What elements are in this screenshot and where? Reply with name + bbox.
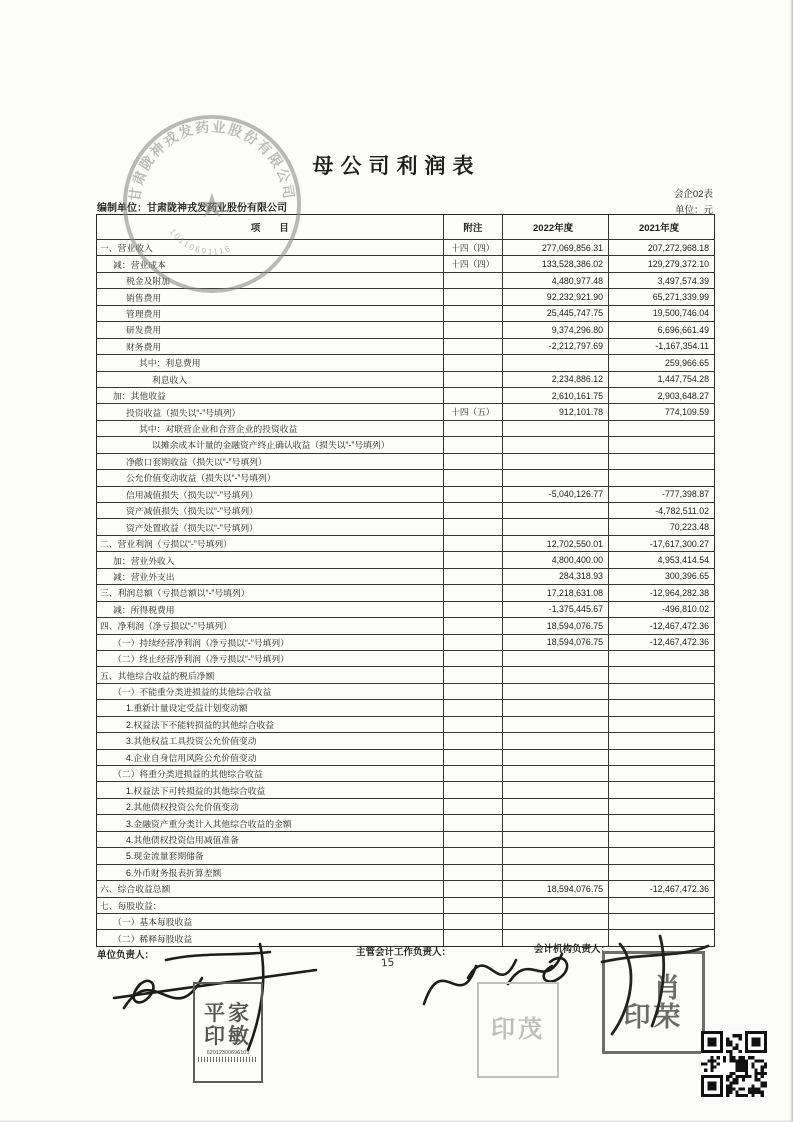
cell-2021: -777,398.87 (608, 487, 714, 502)
cell-2021: 19,500,746.04 (608, 306, 714, 321)
seal-barcode (198, 1057, 257, 1062)
cell-item: 6.外币财务报表折算差额 (126, 867, 222, 878)
cell-note (443, 585, 503, 600)
cell-2021 (608, 651, 714, 666)
cell-note (443, 602, 503, 617)
cell-2022 (502, 684, 608, 699)
cell-item: 4.其他债权投资信用减值准备 (126, 834, 239, 845)
name-seal-accounting-dept (602, 951, 705, 1054)
cell-2021 (608, 684, 714, 699)
cell-note: 十四（四） (443, 256, 503, 271)
cell-note (443, 322, 503, 337)
cell-2021 (608, 421, 714, 436)
cell-item: （二）将重分类进损益的其他综合收益 (113, 769, 263, 780)
cell-item: 1.权益法下可转损益的其他综合收益 (126, 785, 266, 796)
cell-2022 (502, 519, 608, 534)
unit-head-label: 单位负责人： (97, 950, 155, 961)
cell-note (443, 782, 503, 797)
cell-item: 税金及附加 (126, 276, 170, 287)
cell-note (443, 815, 503, 830)
cell-item: （一）基本每股收益 (113, 917, 193, 928)
table-row (97, 617, 714, 633)
cell-item: 4.企业自身信用风险公允价值变动 (126, 752, 257, 763)
cell-note (443, 684, 503, 699)
cell-2022: 912,101.78 (502, 404, 608, 419)
cell-note (443, 799, 503, 814)
cell-2021 (608, 750, 714, 765)
cell-2022: 12,702,550.01 (502, 536, 608, 551)
table-row (97, 502, 714, 518)
table-row (97, 732, 714, 748)
cell-item: 资产处置收益（损失以“-”号填列） (126, 522, 258, 533)
cell-item: 减：所得税费用 (113, 604, 175, 615)
table-row (97, 749, 714, 765)
cell-note (443, 618, 503, 633)
cell-2022 (502, 470, 608, 485)
cell-note (443, 503, 503, 518)
table-row (97, 305, 714, 321)
cell-note (443, 766, 503, 781)
name-seal-unit-head (193, 982, 263, 1083)
cell-item: 三、利润总额（亏损总额以“-”号填列） (100, 588, 250, 599)
cell-item: 投资收益（损失以“-”号填列） (126, 407, 241, 418)
cell-note (443, 273, 503, 288)
cell-2022: 277,069,856.31 (502, 240, 608, 255)
table-row (97, 847, 714, 863)
cell-item: 3.金融资产重分类计入其他综合收益的金额 (126, 818, 292, 829)
cell-2022: 92,232,921.90 (502, 289, 608, 304)
cell-2022 (502, 700, 608, 715)
cell-note (443, 355, 503, 370)
table-row (97, 272, 714, 288)
table-row (97, 699, 714, 715)
cell-item: 七、每股收益： (100, 900, 162, 911)
cell-item: 信用减值损失（损失以“-”号填列） (126, 489, 258, 500)
cell-2021 (608, 766, 714, 781)
cell-2021: -12,964,282.38 (608, 585, 714, 600)
cell-note (443, 848, 503, 863)
cell-note (443, 569, 503, 584)
cell-item: 减：营业成本 (113, 259, 166, 270)
table-row (97, 913, 714, 929)
accounting-dept-label: 会计机构负责人： (534, 944, 611, 955)
cell-item: 资产减值损失（损失以“-”号填列） (126, 506, 258, 517)
cell-item: （二）稀释每股收益 (113, 933, 193, 944)
cell-2021: -4,782,511.02 (608, 503, 714, 518)
cell-2022 (502, 848, 608, 863)
cell-2021 (608, 865, 714, 880)
cell-2021: 2,903,648.27 (608, 388, 714, 403)
cell-note (443, 437, 503, 452)
table-row (97, 371, 714, 387)
cell-note (443, 306, 503, 321)
cell-note (443, 733, 503, 748)
cell-2021 (608, 700, 714, 715)
cell-item: 2.权益法下不能转损益的其他综合收益 (126, 719, 275, 730)
seal-text: 印敏 (204, 1024, 252, 1048)
cell-item: （二）终止经营净利润（净亏损以“-”号填列） (113, 654, 289, 665)
cell-item: 财务费用 (126, 341, 162, 352)
cell-note (443, 832, 503, 847)
svg-text:甘肃陇神戎发药业股份有限公司: 甘肃陇神戎发药业股份有限公司 (126, 118, 298, 203)
cell-item: 以摊余成本计量的金融资产终止确认收益（损失以“-”号填列） (152, 440, 390, 451)
table-row (97, 535, 714, 551)
table-row (97, 403, 714, 419)
cell-note (443, 470, 503, 485)
table-row (97, 453, 714, 469)
cell-note (443, 651, 503, 666)
form-code: 会企02表 (673, 189, 713, 200)
cell-2022 (502, 914, 608, 929)
cell-2021 (608, 832, 714, 847)
table-row (97, 518, 714, 534)
cell-2021: 4,953,414.54 (608, 552, 714, 567)
cell-item: 减：营业外支出 (113, 571, 175, 582)
cell-2022 (502, 651, 608, 666)
name-seal-chief-accountant (477, 982, 559, 1078)
table-row (97, 288, 714, 304)
table-row (97, 798, 714, 814)
table-row (97, 321, 714, 337)
table-header-row (97, 215, 714, 239)
cell-note (443, 289, 503, 304)
cell-2021: 259,966.65 (608, 355, 714, 370)
cell-2021: 774,109.59 (608, 404, 714, 419)
cell-item: 公允价值变动收益（损失以“-”号填列） (126, 473, 276, 484)
cell-item: 加：营业外收入 (113, 555, 175, 566)
table-row (97, 338, 714, 354)
cell-2022: 25,445,747.75 (502, 306, 608, 321)
table-row (97, 897, 714, 913)
cell-2022 (502, 832, 608, 847)
table-row (97, 239, 714, 255)
table-row (97, 551, 714, 567)
cell-2022 (502, 421, 608, 436)
star-icon: ★ (196, 187, 228, 225)
cell-2021 (608, 437, 714, 452)
table-row (97, 486, 714, 502)
cell-item: 其中：对联营企业和合营企业的投资收益 (139, 424, 298, 435)
cell-note (443, 454, 503, 469)
cell-2021: 3,497,574.39 (608, 273, 714, 288)
cell-2021 (608, 799, 714, 814)
cell-2022 (502, 454, 608, 469)
table-row (97, 469, 714, 485)
cell-item: 1.重新计量设定受益计划变动额 (126, 703, 248, 714)
table-row (97, 880, 714, 896)
cell-2021: 129,279,372.10 (608, 256, 714, 271)
cell-note: 十四（四） (443, 240, 503, 255)
svg-text:10110691116: 10110691116 (167, 226, 234, 257)
cell-note (443, 717, 503, 732)
cell-note (443, 372, 503, 387)
cell-2021 (608, 782, 714, 797)
cell-2021: -12,467,472.36 (608, 618, 714, 633)
seal-text: 印茂 (491, 1016, 545, 1044)
cell-2021: 70,223.48 (608, 519, 714, 534)
table-row (97, 814, 714, 830)
cell-2021: -12,467,472.36 (608, 881, 714, 896)
cell-2022: 18,594,076.75 (502, 618, 608, 633)
cell-2022: 9,374,296.80 (502, 322, 608, 337)
cell-2022: 4,800,400.00 (502, 552, 608, 567)
cell-note (443, 667, 503, 682)
cell-2021: -12,467,472.36 (608, 635, 714, 650)
cell-2021 (608, 454, 714, 469)
table-row (97, 716, 714, 732)
seal-serial: 62012300696103 (206, 1049, 250, 1056)
table-row (97, 568, 714, 584)
cell-2021 (608, 733, 714, 748)
cell-2021: -496,810.02 (608, 602, 714, 617)
cell-2021 (608, 898, 714, 913)
cell-2022: 18,594,076.75 (502, 881, 608, 896)
cell-2021 (608, 848, 714, 863)
cell-item: （一）持续经营净利润（净亏损以“-”号填列） (113, 637, 289, 648)
cell-note (443, 552, 503, 567)
cell-2021: -17,617,300.27 (608, 536, 714, 551)
header-item: 项 目 (250, 223, 289, 234)
cell-2021: 65,271,339.99 (608, 289, 714, 304)
seal-text: 印荣 (623, 1001, 684, 1032)
cell-note (443, 536, 503, 551)
table-row (97, 436, 714, 452)
table-row (97, 666, 714, 682)
cell-2021: 6,696,661.49 (608, 322, 714, 337)
cell-2021: 1,447,754.28 (608, 372, 714, 387)
cell-item: 研发费用 (126, 325, 162, 336)
cell-item: 销售费用 (126, 292, 162, 303)
cell-note (443, 635, 503, 650)
cell-note (443, 865, 503, 880)
cell-2022 (502, 750, 608, 765)
cell-2022: 2,234,886.12 (502, 372, 608, 387)
cell-2022: -2,212,797.69 (502, 339, 608, 354)
table-row (97, 864, 714, 880)
table-row (97, 634, 714, 650)
cell-note (443, 750, 503, 765)
cell-note (443, 898, 503, 913)
cell-2022 (502, 503, 608, 518)
cell-2021 (608, 717, 714, 732)
cell-item: 3.其他权益工具投资公允价值变动 (126, 736, 257, 747)
cell-2022: 284,318.93 (502, 569, 608, 584)
cell-item: 利息收入 (152, 374, 188, 385)
qr-code (701, 1031, 767, 1097)
cell-2022 (502, 782, 608, 797)
cell-item: 五、其他综合收益的税后净额 (100, 670, 215, 681)
cell-item: 管理费用 (126, 308, 162, 319)
table-row (97, 650, 714, 666)
cell-2022: 18,594,076.75 (502, 635, 608, 650)
table-row (97, 255, 714, 271)
cell-2022 (502, 437, 608, 452)
cell-item: 二、营业利润（亏损以“-”号填列） (100, 539, 232, 550)
cell-item: 净敞口套期收益（损失以“-”号填列） (126, 456, 267, 467)
table-row (97, 765, 714, 781)
cell-2022: -1,375,445.67 (502, 602, 608, 617)
unit-label: 单位：元 (674, 205, 713, 216)
cell-item: （一）不能重分类进损益的其他综合收益 (113, 687, 272, 698)
cell-2022 (502, 717, 608, 732)
cell-item: 2.其他债权投资公允价值变动 (126, 802, 239, 813)
cell-2021: 300,396.65 (608, 569, 714, 584)
cell-2022: 17,218,631.08 (502, 585, 608, 600)
cell-note: 十四（五） (443, 404, 503, 419)
cell-2022 (502, 898, 608, 913)
table-row (97, 420, 714, 436)
cell-2021 (608, 667, 714, 682)
cell-note (443, 930, 503, 945)
cell-2021 (608, 930, 714, 945)
cell-2022 (502, 355, 608, 370)
table-row (97, 781, 714, 797)
cell-2022: -5,040,126.77 (502, 487, 608, 502)
cell-item: 其中：利息费用 (139, 358, 201, 369)
cell-2022 (502, 815, 608, 830)
table-row (97, 354, 714, 370)
cell-item: 四、净利润（净亏损以“-”号填列） (100, 621, 232, 632)
cell-note (443, 914, 503, 929)
cell-item: 六、综合收益总额 (100, 884, 171, 895)
cell-item: 加：其他收益 (113, 391, 166, 402)
income-statement-table (96, 214, 715, 947)
cell-2022: 4,480,977.48 (502, 273, 608, 288)
table-row (97, 584, 714, 600)
chief-accountant-label: 主管会计工作负责人： (356, 947, 452, 958)
cell-2022 (502, 733, 608, 748)
seal-text: 平家 (204, 1002, 252, 1026)
cell-2021: 207,272,968.18 (608, 240, 714, 255)
page-title: 母公司利润表 (312, 155, 481, 178)
cell-note (443, 339, 503, 354)
cell-item: 一、营业收入 (100, 243, 153, 254)
header-note: 附注 (443, 215, 503, 239)
cell-2022: 133,528,386.02 (502, 256, 608, 271)
header-2021: 2021年度 (608, 215, 714, 239)
cell-note (443, 881, 503, 896)
cell-2021 (608, 815, 714, 830)
cell-2022 (502, 799, 608, 814)
page-number: 15 (380, 956, 395, 970)
cell-note (443, 421, 503, 436)
table-row (97, 831, 714, 847)
cell-note (443, 487, 503, 502)
seal-text: 肖 (623, 973, 684, 1004)
cell-2022 (502, 766, 608, 781)
cell-2021: -1,167,354.11 (608, 339, 714, 354)
table-row (97, 601, 714, 617)
cell-2022 (502, 865, 608, 880)
table-row (97, 683, 714, 699)
cell-note (443, 700, 503, 715)
cell-2022: 2,610,161.75 (502, 388, 608, 403)
cell-2022 (502, 667, 608, 682)
prepared-by: 编制单位：甘肃陇神戎发药业股份有限公司 (97, 203, 287, 214)
cell-item: 5.现金流量套期储备 (126, 851, 204, 862)
cell-2021 (608, 914, 714, 929)
header-2022: 2022年度 (502, 215, 608, 239)
table-row (97, 387, 714, 403)
cell-note (443, 519, 503, 534)
cell-2021 (608, 470, 714, 485)
cell-note (443, 388, 503, 403)
